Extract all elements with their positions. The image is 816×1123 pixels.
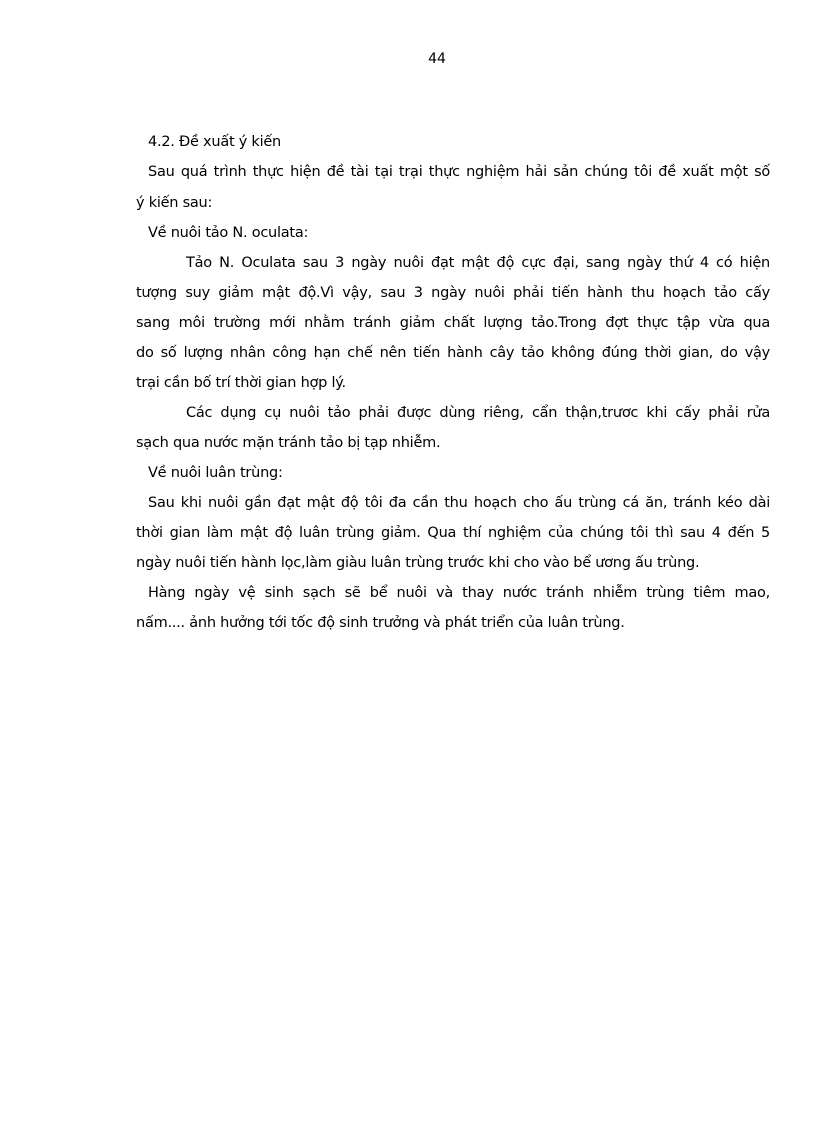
intro-line-1: Sau quá trình thực hiện đề tài tại trại thực nghiệm hải sản chúng tôi đề xuất một số	[148, 164, 770, 180]
rotifer-paragraph-line-2: thời gian làm mật độ luân trùng giảm. Qua thí nghiệm của chúng tôi thì sau 4 đến 5	[136, 525, 770, 541]
subsection-title-rotifer: Về nuôi luân trùng:	[148, 465, 283, 481]
intro-line-2: ý kiến sau:	[136, 195, 213, 211]
subsection-title-algae: Về nuôi tảo N. oculata:	[148, 225, 309, 241]
algae-paragraph-line-5: trại cần bố trí thời gian hợp lý.	[136, 375, 346, 391]
rotifer-paragraph-line-1: Sau khi nuôi gần đạt mật độ tôi đa cần thu hoạch cho ấu trùng cá ăn, tránh kéo dài	[148, 495, 770, 511]
rotifer-paragraph-line-3: ngày nuôi tiến hành lọc,làm giàu luân trùng trước khi cho vào bể ương ấu trùng.	[136, 555, 700, 571]
algae-paragraph-line-2: tượng suy giảm mật độ.Vì vậy, sau 3 ngày nuôi phải tiến hành thu hoạch tảo cấy	[136, 285, 770, 301]
tools-paragraph-line-1: Các dụng cụ nuôi tảo phải được dùng riêng, cẩn thận,trươc khi cấy phải rửa	[186, 405, 770, 421]
algae-paragraph-line-1: Tảo N. Oculata sau 3 ngày nuôi đạt mật độ cực đại, sang ngày thứ 4 có hiện	[186, 255, 770, 271]
hygiene-paragraph-line-2: nấm.... ảnh hưởng tới tốc độ sinh trưởng và phát triển của luân trùng.	[136, 615, 625, 631]
algae-paragraph-line-3: sang môi trường mới nhằm tránh giảm chất lượng tảo.Trong đợt thực tập vừa qua	[136, 315, 770, 331]
tools-paragraph-line-2: sạch qua nước mặn tránh tảo bị tạp nhiễm.	[136, 435, 441, 451]
hygiene-paragraph-line-1: Hàng ngày vệ sinh sạch sẽ bể nuôi và thay nước tránh nhiễm trùng tiêm mao,	[148, 585, 770, 601]
section-heading: 4.2. Đề xuất ý kiến	[148, 134, 281, 150]
algae-paragraph-line-4: do số lượng nhân công hạn chế nên tiến hành cây tảo không đúng thời gian, do vậy	[136, 345, 770, 361]
page-number: 44	[428, 51, 446, 67]
